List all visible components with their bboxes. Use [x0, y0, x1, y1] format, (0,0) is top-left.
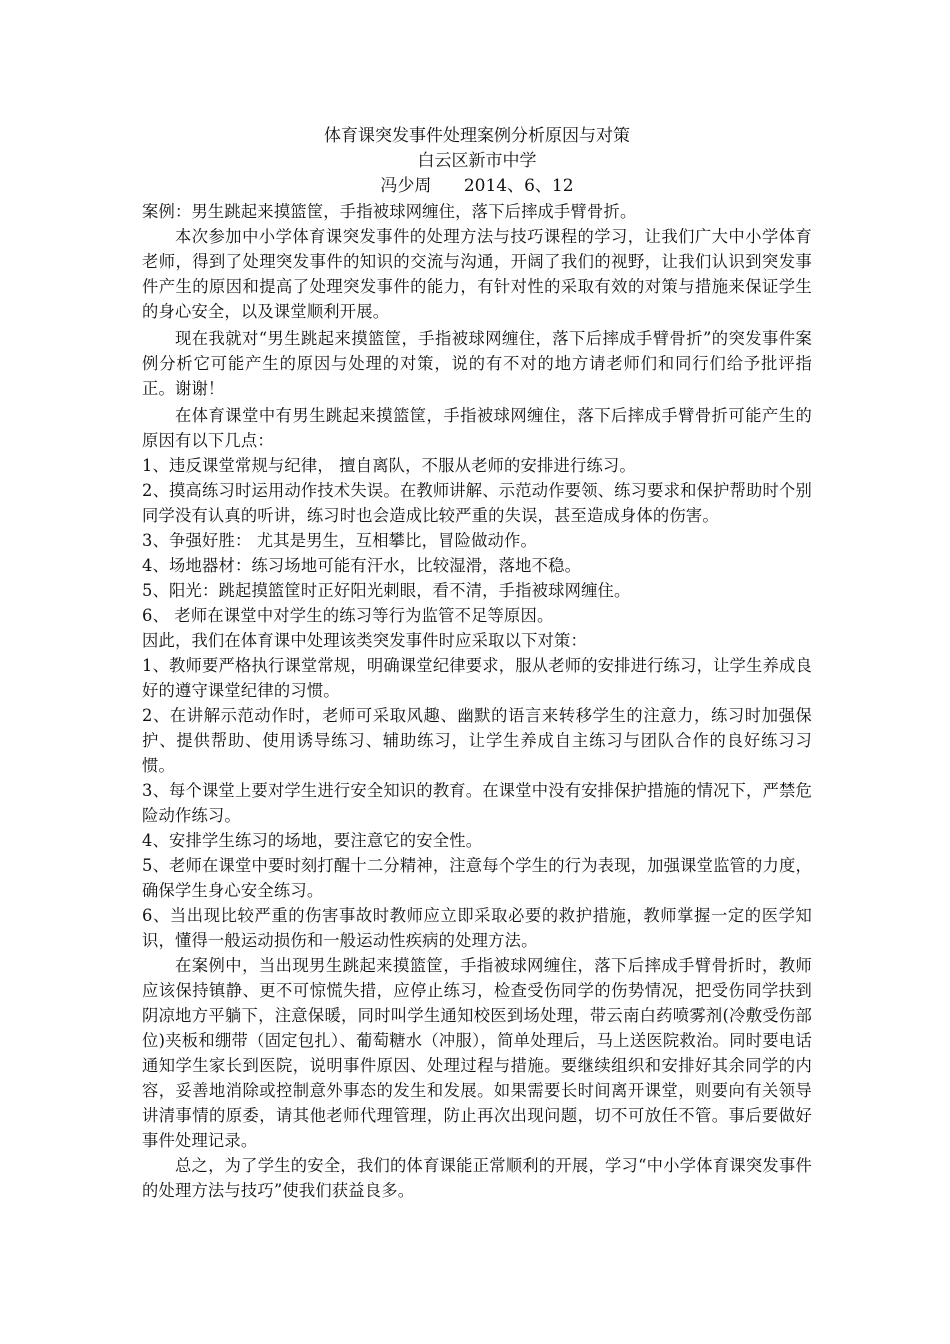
cause-item: 4、场地器材：练习场地可能有汗水，比较湿滑，落地不稳。 [142, 556, 582, 575]
cause-item: 6、 老师在课堂中对学生的练习等行为监管不足等原因。 [142, 606, 554, 625]
measures-intro: 因此，我们在体育课中处理该类突发事件时应采取以下对策： [142, 631, 587, 650]
intro-paragraph: 本次参加中小学体育课突发事件的处理方法与技巧课程的学习，让我们广大中小学体育老师，得到了处理突发事件的知识的交流与沟通，开阔了我们的视野，让我们认识到突发事件产生的原因和提高了处理突发事件的能力，有针对性的采取有效的对策与措施来保证学生的身心安全，以及课堂顺利开展。 [142, 227, 812, 321]
conclusion-paragraph: 总之，为了学生的安全，我们的体育课能正常顺利的开展，学习“中小学体育课突发事件的处理方法与技巧”使我们获益良多。 [142, 1156, 812, 1200]
cause-item: 3、争强好胜： 尤其是男生，互相攀比，冒险做动作。 [142, 531, 538, 550]
measure-item: 2、在讲解示范动作时，老师可采取风趣、幽默的语言来转移学生的注意力，练习时加强保护、提供帮助、使用诱导练习、辅助练习，让学生养成自主练习与团队合作的良好练习习惯。 [142, 706, 812, 775]
cause-item: 2、摸高练习时运用动作技术失误。在教师讲解、示范动作要领、练习要求和保护帮助时个别同学没有认真的听讲，练习时也会造成比较严重的失误，甚至造成身体的伤害。 [142, 481, 812, 525]
cause-item: 5、阳光：跳起摸篮筐时正好阳光刺眼，看不清，手指被球网缠住。 [142, 581, 631, 600]
document-page [142, 124, 812, 1203]
measure-item: 5、老师在课堂中要时刻打醒十二分精神，注意每个学生的行为表现，加强课堂监管的力度，确保学生身心安全练习。 [142, 856, 812, 900]
measure-item: 3、每个课堂上要对学生进行安全知识的教育。在课堂中没有安排保护措施的情况下，严禁危险动作练习。 [142, 781, 812, 825]
author-date: 冯少周 2014、6、12 [380, 176, 574, 196]
document-title: 体育课突发事件处理案例分析原因与对策 [324, 126, 630, 146]
measure-item: 6、当出现比较严重的伤害事故时教师应立即采取必要的救护措施，教师掌握一定的医学知识，懂得一般运动损伤和一般运动性疾病的处理方法。 [142, 906, 812, 950]
causes-intro: 在体育课堂中有男生跳起来摸篮筐，手指被球网缠住，落下后摔成手臂骨折可能产生的原因有以下几点： [142, 406, 812, 450]
school-name: 白云区新市中学 [417, 151, 537, 171]
case-handling-paragraph: 在案例中，当出现男生跳起来摸篮筐，手指被球网缠住，落下后摔成手臂骨折时，教师应该保持镇静、更不可惊慌失措，应停止练习，检查受伤同学的伤势情况，把受伤同学扶到阴凉地方平躺下，注意保暖，同时叫学生通知校医到场处理，带云南白药喷雾剂(冷敷受伤部位)夹板和绷带（固定包扎）、葡萄糖水（冲服），简单处理后，马上送医院救治。同时要电话通知学生家长到医院，说明事件原因、处理过程与措施。要继续组织和安排好其余同学的内容，妥善地消除或控制意外事态的发生和发展。如果需要长时间离开课堂，则要向有关领导讲清事情的原委，请其他老师代理管理，防止再次出现问题，切不可放任不管。事后要做好事件处理记录。 [142, 956, 812, 1150]
cause-item: 1、违反课堂常规与纪律， 擅自离队，不服从老师的安排进行练习。 [142, 456, 636, 475]
case-statement: 案例：男生跳起来摸篮筐，手指被球网缠住，落下后摔成手臂骨折。 [142, 202, 637, 221]
measure-item: 4、安排学生练习的场地，要注意它的安全性。 [142, 831, 483, 850]
analysis-paragraph: 现在我就对“男生跳起来摸篮筐，手指被球网缠住，落下后摔成手臂骨折”的突发事件案例分析它可能产生的原因与处理的对策，说的有不对的地方请老师们和同行们给予批评指正。谢谢！ [142, 329, 812, 398]
measure-item: 1、教师要严格执行课堂常规，明确课堂纪律要求，服从老师的安排进行练习，让学生养成良好的遵守课堂纪律的习惯。 [142, 656, 812, 700]
